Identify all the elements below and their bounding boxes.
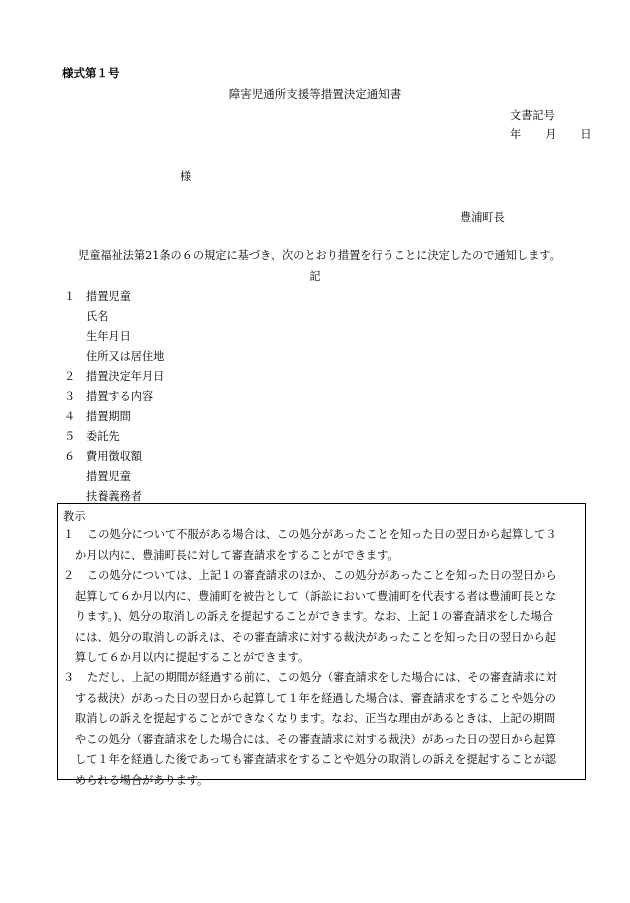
paragraph-line: には、処分の取消しの訴えは、その審査請求に対する裁決があったことを知った日の翌日から起 xyxy=(75,630,556,644)
document-title: 障害児通所支援等措置決定通知書 xyxy=(228,87,402,101)
item-1 xyxy=(64,291,131,302)
date-year: 年 xyxy=(510,128,522,141)
form-number: 様式第１号 xyxy=(62,66,120,80)
item-label: 費用徴収額 xyxy=(86,450,142,463)
item-1-sub-address: 住所又は居住地 xyxy=(86,350,165,363)
body-text: 児童福祉法第21条の６の規定に基づき、次のとおり措置を行うことに決定したので通知します。 xyxy=(78,249,561,262)
notice-paragraph-2 xyxy=(63,566,579,669)
notice-box xyxy=(57,503,586,787)
item-number: ５ xyxy=(64,430,76,443)
item-number: ６ xyxy=(64,450,76,463)
item-2 xyxy=(64,371,164,382)
item-label: 委託先 xyxy=(86,430,120,443)
ki-heading: 記 xyxy=(309,270,321,283)
item-6 xyxy=(64,451,142,462)
paragraph-line: められる場合があります。 xyxy=(75,773,209,787)
item-1-sub-name: 氏名 xyxy=(86,310,109,323)
document-number-label: 文書記号 xyxy=(510,109,555,122)
item-label: 措置する内容 xyxy=(86,390,154,403)
date-month: 月 xyxy=(545,128,557,141)
item-3 xyxy=(64,391,153,402)
item-label: 措置期間 xyxy=(86,410,131,423)
paragraph-line: ３ ただし、上記の期間が経過する前に、この処分（審査請求をした場合には、その審査請求に対 xyxy=(63,668,579,689)
paragraph-line: ２ この処分については、上記１の審査請求のほか、この処分があったことを知った日の翌日から xyxy=(63,566,579,587)
issuer: 豊浦町長 xyxy=(460,211,505,224)
paragraph-line: ります。)、処分の取消しの訴えを提起することができます。なお、上記１の審査請求をした場合 xyxy=(75,610,554,623)
paragraph-line: １ この処分について不服がある場合は、この処分があったことを知った日の翌日から起算して３ xyxy=(63,525,579,546)
paragraph-number: ３ xyxy=(63,671,75,684)
paragraph-line: する裁決）があった日の翌日から起算して１年を経過した場合は、審査請求をすることや処分の xyxy=(75,691,556,705)
item-5 xyxy=(64,431,120,442)
notice-paragraph-3 xyxy=(63,668,579,791)
item-label: 措置決定年月日 xyxy=(86,370,165,383)
item-label: 措置児童 xyxy=(86,290,131,303)
date-line xyxy=(510,129,592,140)
paragraph-number: １ xyxy=(63,528,75,541)
item-number: ３ xyxy=(64,390,76,403)
paragraph-line: 算して６か月以内に提起することができます。 xyxy=(75,651,310,664)
paragraph-line: か月以内に、豊浦町長に対して審査請求をすることができます。 xyxy=(75,548,399,562)
item-1-sub-birthdate: 生年月日 xyxy=(86,330,131,343)
item-number: １ xyxy=(64,290,76,303)
item-number: ２ xyxy=(64,370,76,383)
date-day: 日 xyxy=(580,128,592,141)
item-4 xyxy=(64,411,131,422)
paragraph-line: 起算して６か月以内に、豊浦町を被告として（訴訟において豊浦町を代表する者は豊浦町長とな xyxy=(75,589,557,603)
item-6-sub-guardian: 扶養義務者 xyxy=(86,490,142,503)
notice-title: 教示 xyxy=(63,510,86,523)
paragraph-line: やこの処分（審査請求をした場合には、その審査請求に対する裁決）があった日の翌日から起算 xyxy=(75,732,556,746)
item-number: ４ xyxy=(64,410,76,423)
paragraph-line: して１年を経過した後であっても審査請求をすることや処分の取消しの訴えを提起することが認 xyxy=(75,753,556,766)
notice-paragraph-1 xyxy=(63,525,579,566)
addressee-suffix: 様 xyxy=(180,170,192,183)
item-6-sub-child: 措置児童 xyxy=(86,470,131,483)
paragraph-number: ２ xyxy=(63,569,75,582)
paragraph-line: 取消しの訴えを提起することができなくなります。なお、正当な理由があるときは、上記の期間 xyxy=(75,712,556,725)
